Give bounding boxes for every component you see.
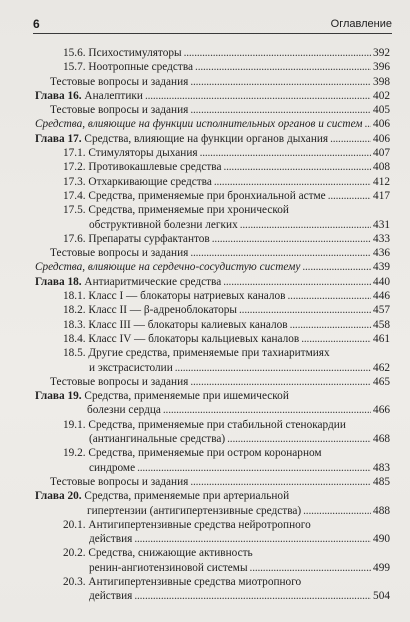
dot-leader: [328, 189, 371, 203]
dot-leader: [303, 504, 371, 518]
toc-page-number: 483: [373, 461, 390, 474]
chapter-label: Глава 20.: [35, 490, 82, 503]
chapter-label: Глава 18.: [35, 275, 82, 288]
toc-entry: [35, 175, 390, 189]
dot-leader: [302, 260, 371, 274]
toc-page-number: 433: [373, 232, 390, 245]
dot-leader: [288, 289, 372, 303]
toc-entry-title: обструктивной болезни легких: [89, 218, 238, 231]
toc-entry: [35, 275, 390, 289]
page-number: 6: [33, 17, 40, 31]
dot-leader: [190, 475, 371, 489]
toc-entry-title: Средства, влияющие на функции органов дыхания: [84, 132, 329, 145]
running-head: Оглавление: [330, 18, 392, 30]
toc-page-number: 440: [373, 275, 390, 288]
toc-entry-title: Тестовые вопросы и задания: [50, 75, 189, 88]
toc-entry: [35, 246, 390, 260]
toc-entry: [35, 75, 390, 89]
toc-entry: [35, 160, 390, 174]
dot-leader: [330, 132, 371, 146]
toc-entry-title: Средства, влияющие на сердечно-сосудистую систему: [35, 261, 301, 274]
dot-leader: [137, 461, 371, 475]
toc-entry-title: 18.1. Класс I — блокаторы натриевых каналов: [63, 290, 286, 303]
toc-page-number: 412: [373, 175, 390, 188]
dot-leader: [163, 403, 371, 417]
toc-page-number: 439: [373, 261, 390, 274]
toc-page-number: 461: [373, 332, 390, 345]
toc-page-number: 398: [373, 75, 390, 88]
toc-page-number: 396: [373, 61, 390, 74]
toc-entry-title: 19.2. Средства, применяемые при остром коронарном: [63, 447, 322, 460]
toc-entry-title: 17.1. Стимуляторы дыхания: [63, 147, 198, 160]
toc-entry: [35, 518, 390, 547]
toc-entry-title: Средства, влияющие на функции исполнительных органов и систем: [35, 118, 363, 131]
toc-entry: [35, 89, 390, 103]
dot-leader: [223, 275, 371, 289]
toc-entry: [35, 318, 390, 332]
toc-page-number: 466: [373, 404, 390, 417]
toc-entry: [35, 146, 390, 160]
toc-page-number: 468: [373, 433, 390, 446]
page-header: [33, 17, 392, 34]
toc-entry: [35, 546, 390, 575]
toc-entry-title: 17.2. Противокашлевые средства: [63, 161, 222, 174]
dot-leader: [190, 246, 371, 260]
toc-entry-title: 17.6. Препараты сурфактантов: [63, 232, 210, 245]
toc-entry: [35, 446, 390, 475]
toc-entry-title: гипертензии (антигипертензивные средства): [87, 504, 302, 517]
toc-entry: [35, 303, 390, 317]
toc-entry-title: синдроме: [89, 461, 136, 474]
toc-entry-title: 17.5. Средства, применяемые при хронической: [63, 204, 289, 217]
dot-leader: [195, 60, 371, 74]
toc-entry: [35, 232, 390, 246]
dot-leader: [184, 46, 371, 60]
toc-entry: [35, 46, 390, 60]
chapter-label: Глава 17.: [35, 132, 82, 145]
toc-page-number: 406: [373, 118, 390, 131]
toc-page-number: 406: [373, 132, 390, 145]
dot-leader: [223, 160, 371, 174]
dot-leader: [365, 117, 372, 131]
toc-page-number: 431: [373, 218, 390, 231]
toc-entry-title: Средства, применяемые при артериальной: [84, 490, 290, 503]
toc-page-number: 408: [373, 161, 390, 174]
dot-leader: [200, 146, 371, 160]
toc-page-number: 457: [373, 304, 390, 317]
toc-entry-title: действия: [89, 590, 133, 603]
toc-page-number: 405: [373, 104, 390, 117]
chapter-label: Глава 16.: [35, 89, 82, 102]
dot-leader: [214, 175, 371, 189]
toc-page-number: 490: [373, 533, 390, 546]
toc-entry-title: 20.1. Антигипертензивные средства нейротропного: [63, 518, 311, 531]
toc-entry: [35, 389, 390, 418]
toc-page-number: 417: [373, 189, 390, 202]
toc-entry: [35, 289, 390, 303]
toc-entry: [35, 260, 390, 274]
toc-page-number: 499: [373, 561, 390, 574]
toc-entry-title: 18.2. Класс II — β-адреноблокаторы: [63, 304, 238, 317]
toc-page-number: 488: [373, 504, 390, 517]
dot-leader: [145, 89, 371, 103]
toc-page-number: 402: [373, 89, 390, 102]
dot-leader: [190, 75, 371, 89]
toc-page-number: 436: [373, 247, 390, 260]
table-of-contents: [35, 46, 390, 604]
toc-entry-title: 18.4. Класс IV — блокаторы кальциевых каналов: [63, 332, 300, 345]
toc-entry: [35, 103, 390, 117]
dot-leader: [227, 432, 371, 446]
toc-entry: [35, 575, 390, 604]
toc-entry-title: 15.6. Психостимуляторы: [63, 47, 182, 59]
toc-entry: [35, 117, 390, 131]
toc-entry: [35, 132, 390, 146]
toc-entry-title: болезни сердца: [87, 404, 161, 417]
toc-entry-title: 15.7. Ноотропные средства: [63, 61, 194, 74]
toc-entry-title: 17.4. Средства, применяемые при бронхиальной астме: [63, 189, 326, 202]
toc-page-number: 407: [373, 147, 390, 160]
toc-entry-title: Тестовые вопросы и задания: [50, 475, 189, 488]
chapter-label: Глава 19.: [35, 390, 82, 403]
dot-leader: [190, 103, 371, 117]
toc-entry-title: Антиаритмические средства: [84, 275, 222, 288]
dot-leader: [190, 375, 371, 389]
toc-entry-title: 18.5. Другие средства, применяемые при тахиаритмиях: [63, 347, 330, 360]
toc-entry-title: Аналептики: [84, 89, 143, 102]
toc-entry: [35, 475, 390, 489]
toc-entry: [35, 189, 390, 203]
toc-page-number: 392: [373, 47, 390, 59]
toc-entry-title: Средства, применяемые при ишемической: [84, 390, 289, 403]
dot-leader: [239, 303, 371, 317]
toc-page-number: 462: [373, 361, 390, 374]
toc-page-number: 458: [373, 318, 390, 331]
toc-entry-title: и экстрасистолии: [89, 361, 173, 374]
toc-entry-title: действия: [89, 533, 133, 546]
dot-leader: [250, 561, 372, 575]
toc-entry-title: Тестовые вопросы и задания: [50, 247, 189, 260]
dot-leader: [290, 318, 371, 332]
toc-entry-title: 20.2. Средства, снижающие активность: [63, 547, 253, 560]
toc-page-number: 504: [373, 590, 390, 603]
toc-entry-title: ренин-ангиотензиновой системы: [89, 561, 248, 574]
toc-entry: [35, 60, 390, 74]
toc-entry: [35, 418, 390, 447]
dot-leader: [134, 532, 371, 546]
dot-leader: [175, 361, 371, 375]
toc-entry-title: 17.3. Отхаркивающие средства: [63, 175, 212, 188]
toc-entry: [35, 375, 390, 389]
toc-page-number: 485: [373, 475, 390, 488]
toc-entry: [35, 346, 390, 375]
toc-entry-title: 19.1. Средства, применяемые при стабильной стенокардии: [63, 418, 346, 431]
dot-leader: [240, 218, 371, 232]
toc-entry-title: (антиангинальные средства): [89, 433, 226, 446]
toc-entry-title: 20.3. Антигипертензивные средства миотропного: [63, 575, 302, 588]
toc-entry: [35, 332, 390, 346]
dot-leader: [212, 232, 371, 246]
toc-entry: [35, 489, 390, 518]
toc-page-number: 465: [373, 375, 390, 388]
dot-leader: [301, 332, 371, 346]
toc-page-number: 446: [373, 290, 390, 303]
toc-entry-title: 18.3. Класс III — блокаторы калиевых каналов: [63, 318, 288, 331]
toc-entry-title: Тестовые вопросы и задания: [50, 375, 189, 388]
toc-entry: [35, 203, 390, 232]
dot-leader: [134, 589, 371, 603]
toc-entry-title: Тестовые вопросы и задания: [50, 104, 189, 117]
